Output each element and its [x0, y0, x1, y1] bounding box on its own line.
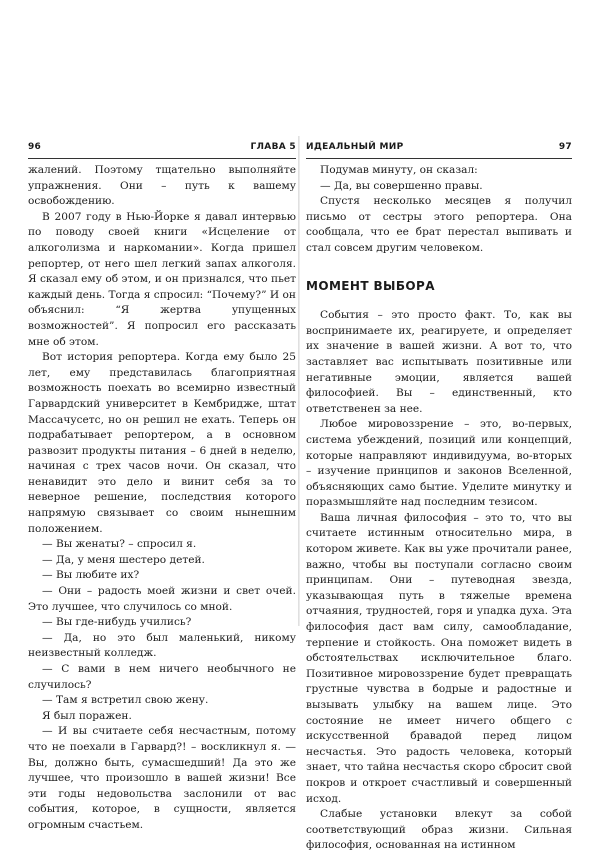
paragraph: Любое мировоззрение – это, во-первых, система убеждений, позиций или концепций, которые направляют индивидуума, во-вторых – изучение принципов и законов Вселенной, объясняющих само бытие. Уделите минутку и поразмышляйте над последним тезисом. — [306, 418, 572, 509]
header-rule — [28, 158, 296, 159]
book-gutter — [298, 136, 300, 626]
dialogue-line: — Да, у меня шестеро детей. — [42, 553, 205, 566]
right-page — [306, 110, 572, 852]
dialogue-line: — И вы считаете себя несчастным, потому что не поехали в Гарвард?! – воскликнул я. — Вы, должно быть, сумасшедший! Да это же лучшее, что произошло в вашей жизни! Все эти годы недовольства заслонили от вас события, которое, в сущности, является огромным счастьем. — [28, 725, 296, 831]
left-page-header — [28, 140, 296, 154]
running-head: ИДЕАЛЬНЫЙ МИР — [306, 142, 404, 152]
dialogue-line: — Они – радость моей жизни и свет очей. Это лучшее, что случилось со мной. — [28, 585, 296, 613]
paragraph: Я был поражен. — [42, 709, 132, 722]
dialogue-line: — Вы любите их? — [42, 569, 140, 582]
paragraph: Подумав минуту, он сказал: — [320, 164, 478, 176]
dialogue-line: — Вы женаты? – спросил я. — [42, 538, 197, 551]
page-number: 97 — [558, 142, 572, 152]
page-number: 96 — [28, 142, 42, 152]
dialogue-line: — Да, вы совершенно правы. — [320, 179, 483, 192]
dialogue-line: — Там я встретил свою жену. — [42, 694, 209, 707]
right-page-header — [306, 140, 572, 154]
paragraph: Спустя несколько месяцев я получил письмо от сестры этого репортера. Она сообщала, что ее брат перестал выпивать и стал совсем другим человеком. — [306, 195, 572, 254]
paragraph: В 2007 году в Нью-Йорке я давал интервью по поводу своей книги «Исцеление от алкоголизма и наркомании». Когда пришел репортер, от него шел легкий запах алкоголя. Я сказал ему об этом, и он признался, что пьет каждый день. Тогда я спросил: “Почему?” И он объяснил: “Я жертва упущенных возможностей”. Я попросил его рассказать мне об этом. — [28, 210, 296, 348]
paragraph: События – это просто факт. То, как вы воспринимаете их, реагируете, и определяет их значение в вашей жизни. А вот то, что заставляет вас испытывать позитивные или негативные эмоции, является вашей философией. Вы – единственный, кто ответственен за нее. — [306, 309, 572, 415]
header-rule — [306, 158, 572, 159]
dialogue-line: — Да, но это был маленький, никому неизвестный колледж. — [28, 631, 296, 660]
section-heading: МОМЕНТ ВЫБОРА — [306, 278, 435, 293]
book-spread — [0, 110, 600, 852]
paragraph: Слабые установки влекут за собой соответствующий образ жизни. Сильная философия, основанная на истинном — [306, 808, 572, 852]
dialogue-line: — С вами в нем ничего необычного не случилось? — [28, 663, 296, 691]
paragraph: жалений. Поэтому тщательно выполняйте упражнения. Они – путь к вашему освобождению. — [28, 164, 296, 208]
running-head: ГЛАВА 5 — [250, 142, 296, 152]
left-page — [28, 110, 296, 831]
dialogue-line: — Вы где-нибудь учились? — [42, 616, 192, 629]
paragraph: Вот история репортера. Когда ему было 25 лет, ему представилась благоприятная возможность поехать во всемирно известный Гарвардский университет в Кембридже, штат Массачусетс, но он решил не ехать. Теперь он подрабатывает репортером, а в основном развозит продукты питания – 6 дней в неделю, начиная с трех часов ночи. Он сказал, что ненавидит это дело и винит себя за то неверное решение, последствия которого напрямую связывает со своим нынешним положением. — [28, 351, 296, 535]
paragraph: Ваша личная философия – это то, что вы считаете истинным относительно мира, в котором живете. Как вы уже прочитали ранее, важно, чтобы вы поступали согласно своим принципам. Они – путеводная звезда, указывающая путь в тяжелые времена отчаяния, трудностей, горя и упадка духа. Эта философия даст вам силу, самообладание, терпение и стойкость. Она поможет видеть в обстоятельствах исключительное благо. Позитивное мировоззрение будет превращать грустные чувства в бодрые и радостные и вызывать улыбку на вашем лице. Это состояние не имеет ничего общего с искусственной бравадой перед лицом несчастья. Это радость человека, который знает, что тайна несчастья скоро сбросит свой покров и откроет счастливый и совершенный исход. — [306, 511, 572, 805]
